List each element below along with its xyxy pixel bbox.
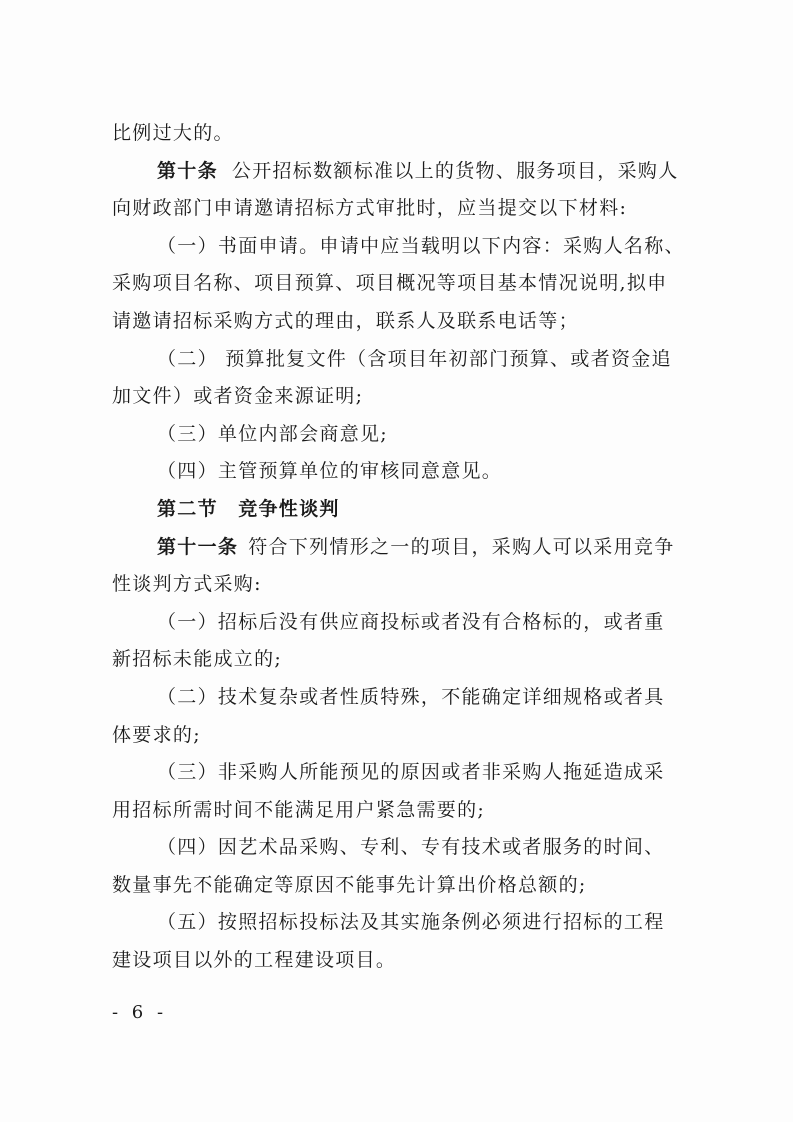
article-heading-line: 第十条 公开招标数额标准以上的货物、服务项目，采购人 — [157, 159, 679, 182]
text-line: 数量事先不能确定等原因不能事先计算出价格总额的; — [112, 873, 587, 896]
section-title: 第二节 竞争性谈判 — [157, 497, 340, 520]
text-line: 体要求的; — [112, 723, 201, 746]
list-item-line: （三）非采购人所能预见的原因或者非采购人拖延造成采 — [157, 761, 665, 784]
section-heading — [112, 491, 682, 529]
page-number: - 6 - — [112, 1002, 168, 1023]
body-text — [112, 115, 685, 980]
list-item-line: （二）技术复杂或者性质特殊，不能确定详细规格或者具 — [157, 685, 665, 708]
list-item-line: （一）书面申请。申请中应当载明以下内容：采购人名称、 — [157, 234, 685, 257]
text-line: 建设项目以外的工程建设项目。 — [112, 949, 397, 972]
article-label: 第十一条 — [157, 535, 239, 558]
text-line: 请邀请招标采购方式的理由，联系人及联系电话等； — [112, 309, 579, 332]
text-line: 向财政部门申请邀请招标方式审批时，应当提交以下材料: — [112, 197, 628, 220]
text-line: 性谈判方式采购: — [112, 573, 262, 596]
article-label: 第十条 — [157, 159, 218, 182]
text-line: 用招标所需时间不能满足用户紧急需要的; — [112, 798, 486, 821]
article-heading-line: 第十一条 符合下列情形之一的项目，采购人可以采用竞争 — [157, 535, 675, 558]
text-line: 采购项目名称、项目预算、项目概况等项目基本情况说明,拟申 — [112, 272, 668, 295]
list-item-line: （四）因艺术品采购、专利、专有技术或者服务的时间、 — [157, 836, 665, 859]
text-line: 比例过大的。 — [112, 122, 234, 144]
list-item-line: （二） 预算批复文件（含项目年初部门预算、或者资金追 — [157, 347, 672, 370]
list-item-line: （三）单位内部会商意见; — [157, 422, 389, 445]
list-item-line: （四）主管预算单位的审核同意意见。 — [157, 460, 503, 483]
text-line: 加文件）或者资金来源证明; — [112, 385, 364, 408]
list-item-line: （一）招标后没有供应商投标或者没有合格标的，或者重 — [157, 610, 665, 633]
list-item-line: （五）按照招标投标法及其实施条例必须进行招标的工程 — [157, 911, 665, 934]
text-line: 新招标未能成立的; — [112, 648, 283, 671]
